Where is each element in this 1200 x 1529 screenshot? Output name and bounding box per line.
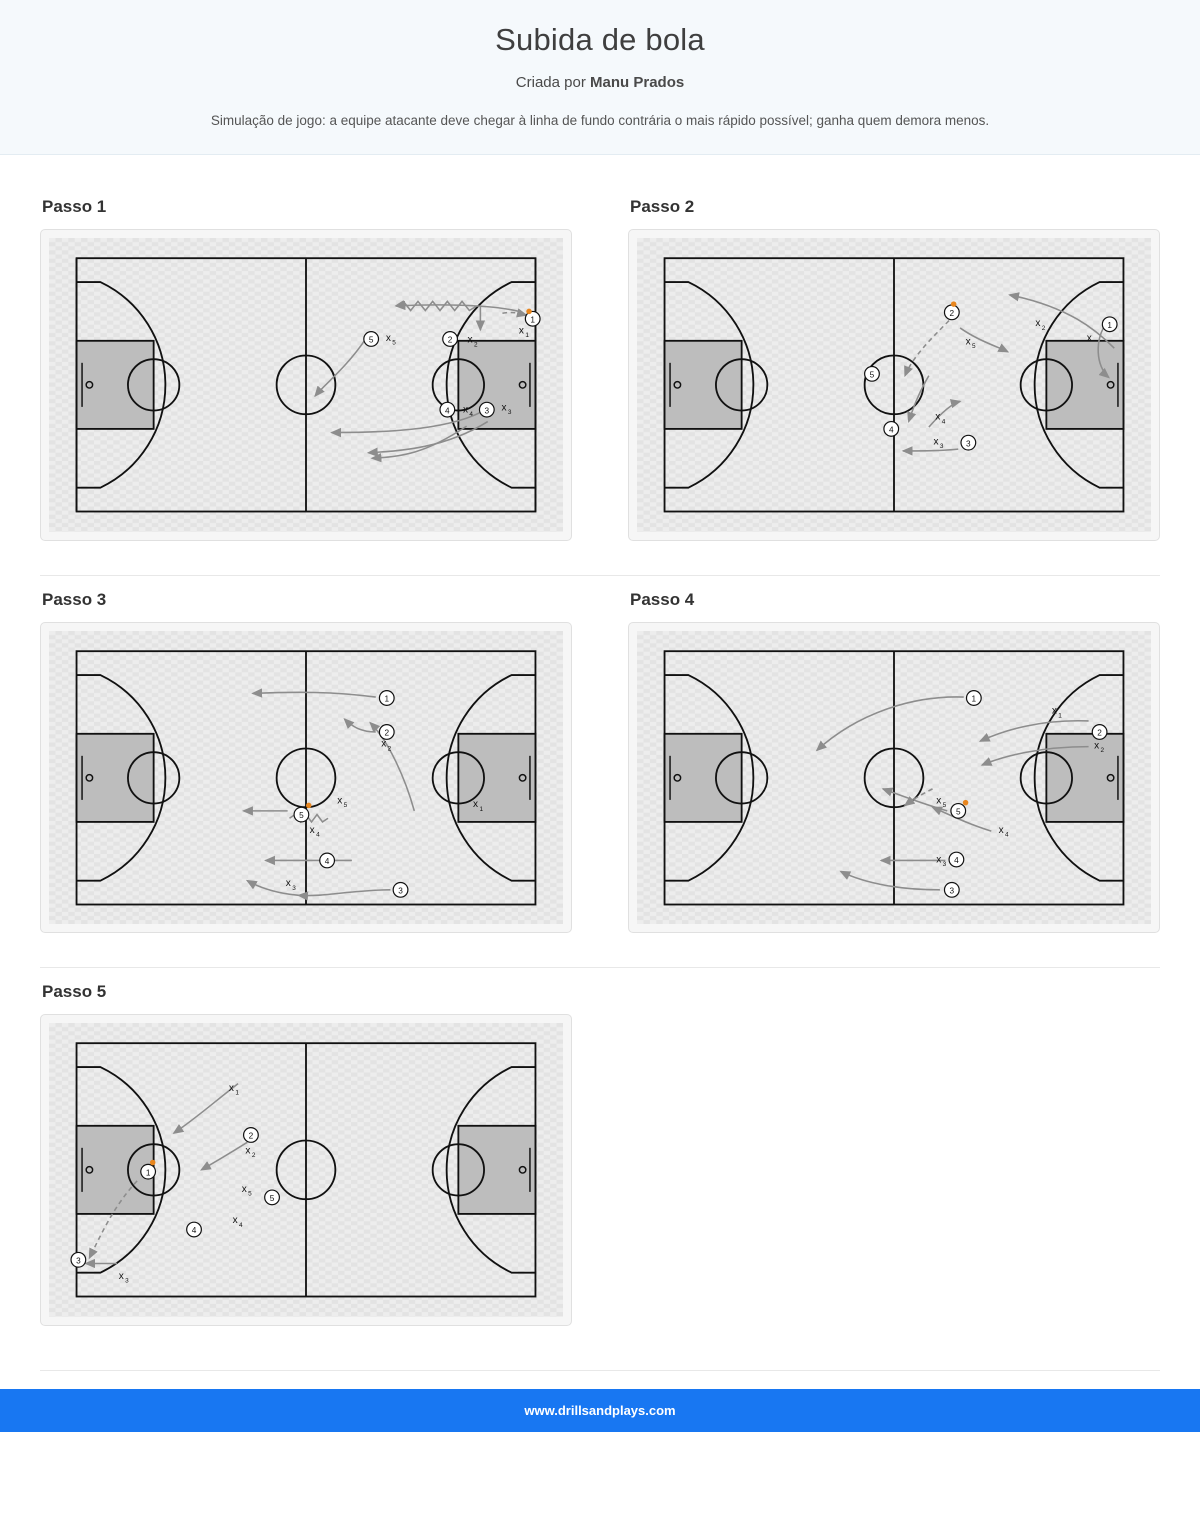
svg-text:5: 5 xyxy=(869,370,875,380)
svg-text:x: x xyxy=(1051,705,1057,717)
page-title: Subida de bola xyxy=(495,22,705,57)
svg-text:3: 3 xyxy=(507,409,512,417)
svg-text:2: 2 xyxy=(1097,728,1102,738)
svg-text:2: 2 xyxy=(447,335,453,345)
svg-text:3: 3 xyxy=(398,886,403,896)
svg-text:2: 2 xyxy=(1041,324,1046,332)
offense-1 xyxy=(1102,317,1117,332)
step-2-title: Passo 2 xyxy=(630,197,695,216)
svg-text:5: 5 xyxy=(248,1190,252,1198)
offense-3 xyxy=(944,882,959,897)
offense-5 xyxy=(265,1190,280,1205)
offense-2 xyxy=(443,332,458,347)
court-diagram-1 xyxy=(40,229,572,541)
step-5-title: Passo 5 xyxy=(42,982,107,1002)
svg-text:1: 1 xyxy=(530,315,535,325)
play-description: Simulação de jogo: a equipe atacante deve chegar à linha de fundo contrária o mais rápido possível; ganha quem demora menos. xyxy=(210,113,990,128)
step-1-title: Passo 1 xyxy=(42,197,107,216)
svg-text:1: 1 xyxy=(971,694,977,704)
svg-text:2: 2 xyxy=(248,1132,254,1142)
step-3 xyxy=(40,576,600,968)
svg-text:x: x xyxy=(935,411,941,423)
svg-text:1: 1 xyxy=(525,332,529,340)
svg-text:x: x xyxy=(337,795,343,807)
svg-text:x: x xyxy=(285,877,291,889)
svg-text:4: 4 xyxy=(238,1222,243,1230)
step-empty-slot xyxy=(600,968,1160,1360)
svg-text:2: 2 xyxy=(473,341,478,349)
svg-text:5: 5 xyxy=(942,801,947,809)
step-4 xyxy=(600,576,1160,968)
offense-2 xyxy=(244,1128,259,1143)
svg-text:x: x xyxy=(462,404,468,416)
offense-4 xyxy=(187,1223,202,1238)
footer xyxy=(0,1389,1200,1432)
svg-text:5: 5 xyxy=(955,807,961,817)
step-1 xyxy=(40,183,600,575)
svg-text:x: x xyxy=(467,334,473,346)
step-5 xyxy=(40,968,600,1360)
svg-text:x: x xyxy=(1035,318,1041,330)
svg-text:x: x xyxy=(241,1184,247,1196)
svg-text:4: 4 xyxy=(191,1226,197,1236)
footer-url[interactable]: www.drillsandplays.com xyxy=(524,1403,676,1419)
svg-text:x: x xyxy=(1086,332,1092,344)
offense-3 xyxy=(393,882,408,897)
svg-text:x: x xyxy=(228,1083,234,1095)
svg-text:x: x xyxy=(936,795,942,807)
svg-text:5: 5 xyxy=(299,810,304,820)
svg-text:1: 1 xyxy=(145,1168,151,1178)
svg-text:x: x xyxy=(385,332,391,344)
svg-text:3: 3 xyxy=(292,884,296,892)
svg-text:3: 3 xyxy=(942,860,947,868)
offense-4 xyxy=(320,853,335,868)
steps-grid xyxy=(0,155,1200,1370)
offense-4 xyxy=(884,422,899,437)
svg-text:4: 4 xyxy=(469,411,473,419)
svg-text:x: x xyxy=(381,738,387,750)
svg-text:1: 1 xyxy=(235,1089,239,1097)
offense-4 xyxy=(949,852,964,867)
svg-text:4: 4 xyxy=(888,425,894,435)
svg-text:3: 3 xyxy=(939,443,944,451)
svg-text:4: 4 xyxy=(1005,831,1009,839)
svg-text:4: 4 xyxy=(316,831,320,839)
svg-text:x: x xyxy=(1094,740,1100,752)
page-header xyxy=(0,0,1200,155)
svg-text:2: 2 xyxy=(387,745,392,753)
step-2 xyxy=(600,183,1160,575)
offense-3 xyxy=(961,435,976,450)
svg-text:3: 3 xyxy=(484,406,490,416)
svg-text:x: x xyxy=(309,824,315,836)
svg-text:x: x xyxy=(232,1215,238,1227)
svg-text:5: 5 xyxy=(343,801,348,809)
svg-text:2: 2 xyxy=(251,1152,256,1160)
svg-text:2: 2 xyxy=(949,309,955,319)
court-diagram-4 xyxy=(628,622,1160,934)
svg-text:3: 3 xyxy=(949,886,955,896)
offense-3 xyxy=(71,1253,86,1268)
svg-text:3: 3 xyxy=(125,1278,129,1286)
svg-text:5: 5 xyxy=(269,1194,275,1204)
offense-2 xyxy=(379,724,394,739)
svg-text:x: x xyxy=(245,1145,251,1157)
step-3-title: Passo 3 xyxy=(42,589,107,609)
svg-text:1: 1 xyxy=(1058,711,1062,719)
offense-1 xyxy=(379,690,394,705)
svg-text:4: 4 xyxy=(445,406,450,416)
svg-text:x: x xyxy=(965,336,971,348)
svg-text:1: 1 xyxy=(479,805,484,813)
svg-text:2: 2 xyxy=(1100,746,1105,754)
author-prefix: Criada por xyxy=(515,74,586,91)
svg-text:5: 5 xyxy=(392,339,396,347)
svg-text:5: 5 xyxy=(368,335,374,345)
offense-4 xyxy=(440,402,455,417)
svg-text:1: 1 xyxy=(384,694,390,704)
svg-text:x: x xyxy=(936,853,942,865)
svg-text:5: 5 xyxy=(972,343,976,351)
svg-text:4: 4 xyxy=(324,856,330,866)
offense-3 xyxy=(479,402,494,417)
court-diagram-3 xyxy=(40,622,572,934)
svg-text:4: 4 xyxy=(941,418,946,426)
offense-1 xyxy=(967,690,982,705)
svg-text:x: x xyxy=(501,402,507,414)
svg-text:2: 2 xyxy=(384,728,390,738)
svg-text:3: 3 xyxy=(966,439,971,449)
svg-text:4: 4 xyxy=(954,855,959,865)
offense-2 xyxy=(1092,724,1107,739)
svg-text:x: x xyxy=(118,1271,124,1283)
court-diagram-5 xyxy=(40,1014,572,1326)
offense-5 xyxy=(865,366,880,381)
court-diagram-2 xyxy=(628,229,1160,541)
step-4-title: Passo 4 xyxy=(630,589,695,609)
svg-text:x: x xyxy=(933,436,939,448)
svg-text:x: x xyxy=(518,325,524,337)
svg-text:1: 1 xyxy=(1107,320,1112,330)
author-name: Manu Prados xyxy=(590,74,685,91)
svg-text:x: x xyxy=(473,798,479,810)
svg-text:3: 3 xyxy=(76,1256,81,1266)
svg-text:x: x xyxy=(998,824,1004,836)
row-separator-3 xyxy=(40,1370,1160,1371)
offense-5 xyxy=(364,332,379,347)
author-line xyxy=(20,74,1180,91)
